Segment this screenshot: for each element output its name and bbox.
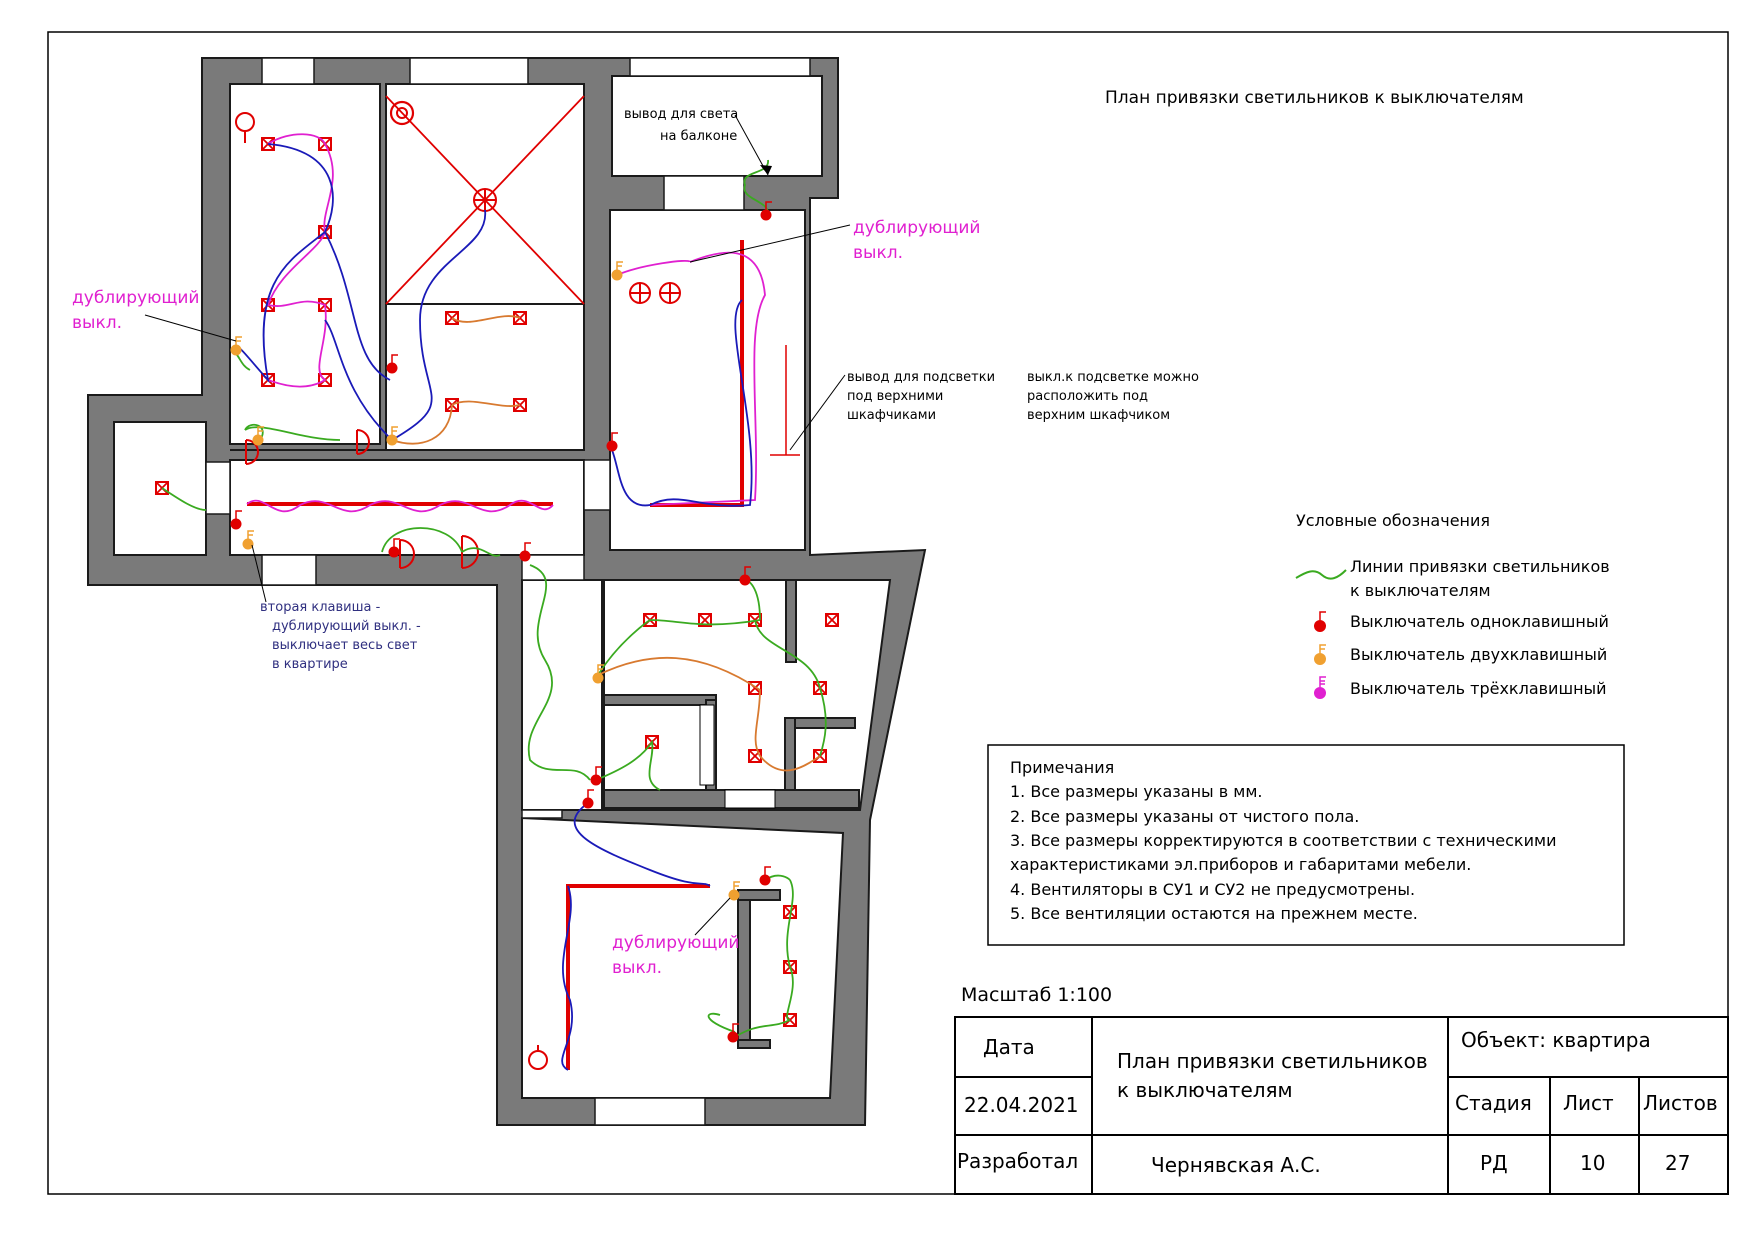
partition-bed-bottom-cab2	[738, 890, 780, 900]
door-gap-4	[522, 555, 584, 580]
legend-label: к выключателям	[1350, 581, 1491, 600]
note-line: характеристиками эл.приборов и габаритами мебели.	[1010, 855, 1472, 874]
annotation-line: шкафчиками	[847, 408, 937, 423]
legend-green-line-icon	[1296, 570, 1346, 579]
sheets-label: Листов	[1643, 1091, 1718, 1115]
sheet-title: План привязки светильников к выключателям	[1105, 88, 1524, 108]
door-gap-5	[522, 810, 562, 818]
hatch-block	[700, 705, 714, 785]
annotation-line: дублирующий	[612, 933, 740, 953]
object-label: Объект: квартира	[1461, 1028, 1651, 1052]
recessed-lamp-icon	[826, 614, 838, 626]
annotation-line: расположить под	[1027, 389, 1149, 404]
note-line: 1. Все размеры указаны в мм.	[1010, 782, 1263, 801]
drawing-name-line: План привязки светильников	[1117, 1049, 1428, 1073]
legend-triple-switch-icon	[1314, 677, 1326, 699]
author-value: Чернявская А.С.	[1151, 1153, 1321, 1177]
annotation-line: выкл.	[853, 243, 903, 263]
window-2	[410, 58, 528, 84]
annotation-line: дублирующий	[72, 288, 200, 308]
stage-value: РД	[1480, 1151, 1508, 1175]
author-label: Разработал	[957, 1149, 1079, 1173]
annotation-line: выкл.	[612, 958, 662, 978]
chandelier-center-icon	[474, 189, 496, 211]
annotation-backlight-switch	[1027, 370, 1199, 423]
sheet-label: Лист	[1563, 1091, 1614, 1115]
annotation-line: выкл.к подсветке можно	[1027, 370, 1199, 385]
window-3	[630, 58, 810, 76]
annotation-line: дублирующий	[853, 218, 981, 238]
notes-box	[988, 745, 1624, 945]
annotation-backlight-outlet	[847, 370, 995, 423]
annotation-line: вывод для света	[624, 107, 739, 122]
door-gap-2	[584, 460, 610, 510]
sheet-value: 10	[1580, 1151, 1606, 1175]
pendant-lamp-icon	[630, 283, 650, 303]
room-kitchen	[610, 210, 805, 550]
annotation-line: вывод для подсветки	[847, 370, 996, 385]
partition-bed-bottom-cab	[738, 890, 750, 1045]
legend	[1296, 511, 1610, 699]
annotation-line: под верхними	[847, 389, 944, 404]
note-line: 4. Вентиляторы в СУ1 и СУ2 не предусмотрены.	[1010, 880, 1416, 899]
legend-single-switch-icon	[1314, 612, 1326, 632]
annotation-line: вторая клавиша -	[260, 600, 381, 615]
annotation-line: выключает весь свет	[272, 638, 418, 653]
stage-label: Стадия	[1455, 1091, 1532, 1115]
room-corridor-mid	[522, 580, 602, 810]
floor-plan	[88, 58, 925, 1125]
notes-title: Примечания	[1010, 758, 1115, 777]
legend-label: Линии привязки светильников	[1350, 557, 1610, 576]
partition-bed-bottom-cab3	[738, 1040, 770, 1048]
scale-label: Масштаб 1:100	[961, 984, 1113, 1006]
window-4	[664, 176, 744, 210]
partition-kitchen-cab	[786, 580, 796, 662]
note-line: 5. Все вентиляции остаются на прежнем месте.	[1010, 904, 1418, 923]
annotation-line: в квартире	[272, 657, 348, 672]
annotation-second-key	[260, 600, 421, 672]
legend-double-switch-icon	[1314, 645, 1326, 665]
sheets-value: 27	[1665, 1151, 1691, 1175]
window-1	[262, 58, 314, 84]
annotation-line: верхним шкафчиком	[1027, 408, 1171, 423]
annotation-line: на балконе	[660, 129, 738, 144]
window-5	[595, 1098, 705, 1125]
annotation-dup-kitchen	[853, 218, 980, 263]
annotation-line: выкл.	[72, 313, 122, 333]
note-line: 2. Все размеры указаны от чистого пола.	[1010, 807, 1360, 826]
room-bedroom-left	[230, 84, 380, 444]
legend-label: Выключатель двухклавишный	[1350, 645, 1608, 664]
legend-title: Условные обозначения	[1296, 511, 1491, 530]
room-balcony	[612, 76, 822, 176]
date-label: Дата	[983, 1035, 1035, 1059]
drawing-name-line: к выключателям	[1117, 1078, 1293, 1102]
hatch-floor	[725, 790, 775, 808]
legend-label: Выключатель одноклавишный	[1350, 612, 1609, 631]
legend-label: Выключатель трёхклавишный	[1350, 679, 1607, 698]
door-gap-3	[262, 555, 316, 585]
date-value: 22.04.2021	[964, 1093, 1079, 1117]
door-gap-1	[206, 462, 230, 514]
room-bedroom-bottom	[522, 818, 843, 1098]
annotation-dup-bedroom-left	[72, 288, 199, 333]
note-line: 3. Все размеры корректируются в соответствии с техническими	[1010, 831, 1557, 850]
pendant-lamp-icon	[660, 283, 680, 303]
title-block	[955, 1017, 1728, 1194]
partition-bath1	[604, 695, 716, 705]
annotation-line: дублирующий выкл. -	[272, 619, 421, 634]
